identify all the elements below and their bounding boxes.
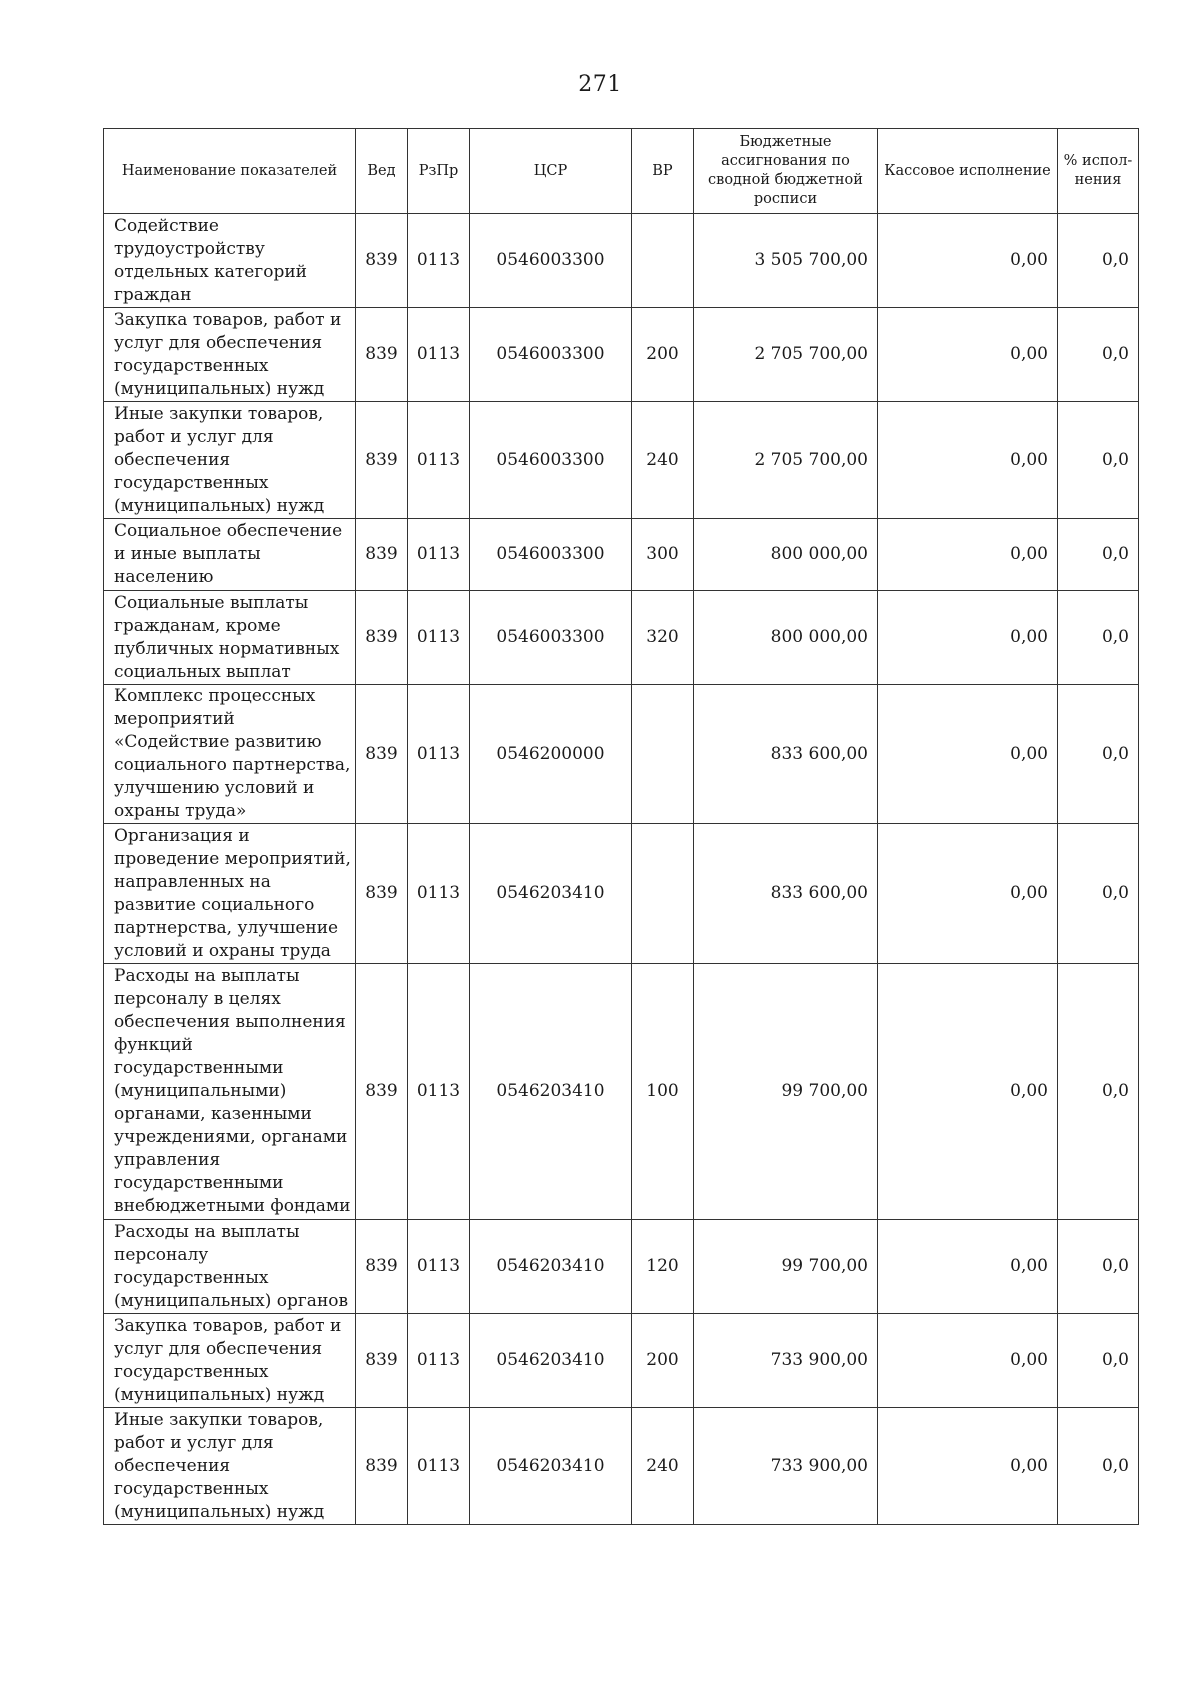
row-ved: 839 bbox=[356, 519, 408, 591]
row-vr: 200 bbox=[632, 1314, 694, 1408]
table-row bbox=[104, 1408, 1139, 1525]
row-name: Расходы на выплаты персоналу государственных (муниципальных) органов bbox=[104, 1220, 356, 1314]
row-name: Организация и проведение мероприятий, направленных на развитие социального партнерства, улучшение условий и охраны труда bbox=[104, 824, 356, 964]
row-percent: 0,0 bbox=[1058, 824, 1139, 964]
row-csr: 0546003300 bbox=[470, 591, 632, 685]
row-budget: 800 000,00 bbox=[694, 591, 878, 685]
row-csr: 0546200000 bbox=[470, 685, 632, 824]
row-csr: 0546203410 bbox=[470, 1314, 632, 1408]
row-rzpr: 0113 bbox=[408, 1220, 470, 1314]
table-row bbox=[104, 685, 1139, 824]
row-percent: 0,0 bbox=[1058, 685, 1139, 824]
row-ved: 839 bbox=[356, 964, 408, 1220]
row-cash: 0,00 bbox=[878, 402, 1058, 519]
row-ved: 839 bbox=[356, 824, 408, 964]
row-rzpr: 0113 bbox=[408, 214, 470, 308]
row-cash: 0,00 bbox=[878, 1314, 1058, 1408]
row-vr: 120 bbox=[632, 1220, 694, 1314]
row-rzpr: 0113 bbox=[408, 519, 470, 591]
row-csr: 0546203410 bbox=[470, 964, 632, 1220]
row-csr: 0546203410 bbox=[470, 1220, 632, 1314]
table-row bbox=[104, 824, 1139, 964]
row-cash: 0,00 bbox=[878, 685, 1058, 824]
row-cash: 0,00 bbox=[878, 1220, 1058, 1314]
row-percent: 0,0 bbox=[1058, 308, 1139, 402]
row-percent: 0,0 bbox=[1058, 591, 1139, 685]
row-csr: 0546003300 bbox=[470, 308, 632, 402]
row-percent: 0,0 bbox=[1058, 1220, 1139, 1314]
row-percent: 0,0 bbox=[1058, 1408, 1139, 1525]
row-vr bbox=[632, 685, 694, 824]
row-percent: 0,0 bbox=[1058, 964, 1139, 1220]
row-cash: 0,00 bbox=[878, 1408, 1058, 1525]
row-percent: 0,0 bbox=[1058, 519, 1139, 591]
row-vr: 320 bbox=[632, 591, 694, 685]
row-ved: 839 bbox=[356, 1314, 408, 1408]
row-budget: 99 700,00 bbox=[694, 1220, 878, 1314]
table-header-row bbox=[104, 129, 1139, 214]
row-name: Содействие трудоустройству отдельных категорий граждан bbox=[104, 214, 356, 308]
row-csr: 0546003300 bbox=[470, 519, 632, 591]
table-row bbox=[104, 308, 1139, 402]
row-rzpr: 0113 bbox=[408, 685, 470, 824]
row-budget: 3 505 700,00 bbox=[694, 214, 878, 308]
row-name: Закупка товаров, работ и услуг для обеспечения государственных (муниципальных) нужд bbox=[104, 308, 356, 402]
row-csr: 0546003300 bbox=[470, 214, 632, 308]
table-row bbox=[104, 591, 1139, 685]
row-cash: 0,00 bbox=[878, 214, 1058, 308]
row-rzpr: 0113 bbox=[408, 591, 470, 685]
row-vr: 300 bbox=[632, 519, 694, 591]
row-budget: 2 705 700,00 bbox=[694, 308, 878, 402]
row-name: Расходы на выплаты персоналу в целях обеспечения выполнения функций государственными (муниципальными) органами, казенными учреждениями, органами управления государственными внебюджетными фондами bbox=[104, 964, 356, 1220]
row-rzpr: 0113 bbox=[408, 964, 470, 1220]
header-rzpr: РзПр bbox=[408, 129, 470, 214]
row-ved: 839 bbox=[356, 591, 408, 685]
row-vr bbox=[632, 824, 694, 964]
row-cash: 0,00 bbox=[878, 591, 1058, 685]
row-name: Закупка товаров, работ и услуг для обеспечения государственных (муниципальных) нужд bbox=[104, 1314, 356, 1408]
row-csr: 0546003300 bbox=[470, 402, 632, 519]
row-cash: 0,00 bbox=[878, 964, 1058, 1220]
header-cash: Кассовое исполнение bbox=[878, 129, 1058, 214]
row-budget: 99 700,00 bbox=[694, 964, 878, 1220]
row-vr bbox=[632, 214, 694, 308]
row-rzpr: 0113 bbox=[408, 308, 470, 402]
page-number: 271 bbox=[578, 72, 622, 97]
row-percent: 0,0 bbox=[1058, 214, 1139, 308]
table-row bbox=[104, 402, 1139, 519]
row-ved: 839 bbox=[356, 214, 408, 308]
row-budget: 800 000,00 bbox=[694, 519, 878, 591]
row-vr: 200 bbox=[632, 308, 694, 402]
row-percent: 0,0 bbox=[1058, 402, 1139, 519]
header-percent: % испол-нения bbox=[1058, 129, 1139, 214]
row-csr: 0546203410 bbox=[470, 824, 632, 964]
row-name: Социальные выплаты гражданам, кроме публичных нормативных социальных выплат bbox=[104, 591, 356, 685]
table-row bbox=[104, 1220, 1139, 1314]
row-cash: 0,00 bbox=[878, 824, 1058, 964]
row-rzpr: 0113 bbox=[408, 1408, 470, 1525]
row-budget: 833 600,00 bbox=[694, 685, 878, 824]
row-ved: 839 bbox=[356, 1220, 408, 1314]
row-percent: 0,0 bbox=[1058, 1314, 1139, 1408]
row-name: Иные закупки товаров, работ и услуг для обеспечения государственных (муниципальных) нужд bbox=[104, 1408, 356, 1525]
row-cash: 0,00 bbox=[878, 519, 1058, 591]
row-ved: 839 bbox=[356, 685, 408, 824]
row-budget: 833 600,00 bbox=[694, 824, 878, 964]
table-row bbox=[104, 964, 1139, 1220]
budget-table bbox=[103, 128, 1139, 1525]
table-row bbox=[104, 214, 1139, 308]
row-ved: 839 bbox=[356, 308, 408, 402]
header-name: Наименование показателей bbox=[104, 129, 356, 214]
row-ved: 839 bbox=[356, 402, 408, 519]
row-name: Иные закупки товаров, работ и услуг для обеспечения государственных (муниципальных) нужд bbox=[104, 402, 356, 519]
table-row bbox=[104, 519, 1139, 591]
row-vr: 100 bbox=[632, 964, 694, 1220]
row-budget: 2 705 700,00 bbox=[694, 402, 878, 519]
row-name: Социальное обеспечение и иные выплаты населению bbox=[104, 519, 356, 591]
header-csr: ЦСР bbox=[470, 129, 632, 214]
row-rzpr: 0113 bbox=[408, 1314, 470, 1408]
row-csr: 0546203410 bbox=[470, 1408, 632, 1525]
header-vr: ВР bbox=[632, 129, 694, 214]
row-rzpr: 0113 bbox=[408, 824, 470, 964]
header-budget: Бюджетные ассигнования по сводной бюджетной росписи bbox=[694, 129, 878, 214]
table-row bbox=[104, 1314, 1139, 1408]
row-vr: 240 bbox=[632, 402, 694, 519]
row-rzpr: 0113 bbox=[408, 402, 470, 519]
header-ved: Вед bbox=[356, 129, 408, 214]
row-budget: 733 900,00 bbox=[694, 1408, 878, 1525]
row-cash: 0,00 bbox=[878, 308, 1058, 402]
row-name: Комплекс процессных мероприятий «Содействие развитию социального партнерства, улучшению условий и охраны труда» bbox=[104, 685, 356, 824]
row-ved: 839 bbox=[356, 1408, 408, 1525]
row-budget: 733 900,00 bbox=[694, 1314, 878, 1408]
row-vr: 240 bbox=[632, 1408, 694, 1525]
